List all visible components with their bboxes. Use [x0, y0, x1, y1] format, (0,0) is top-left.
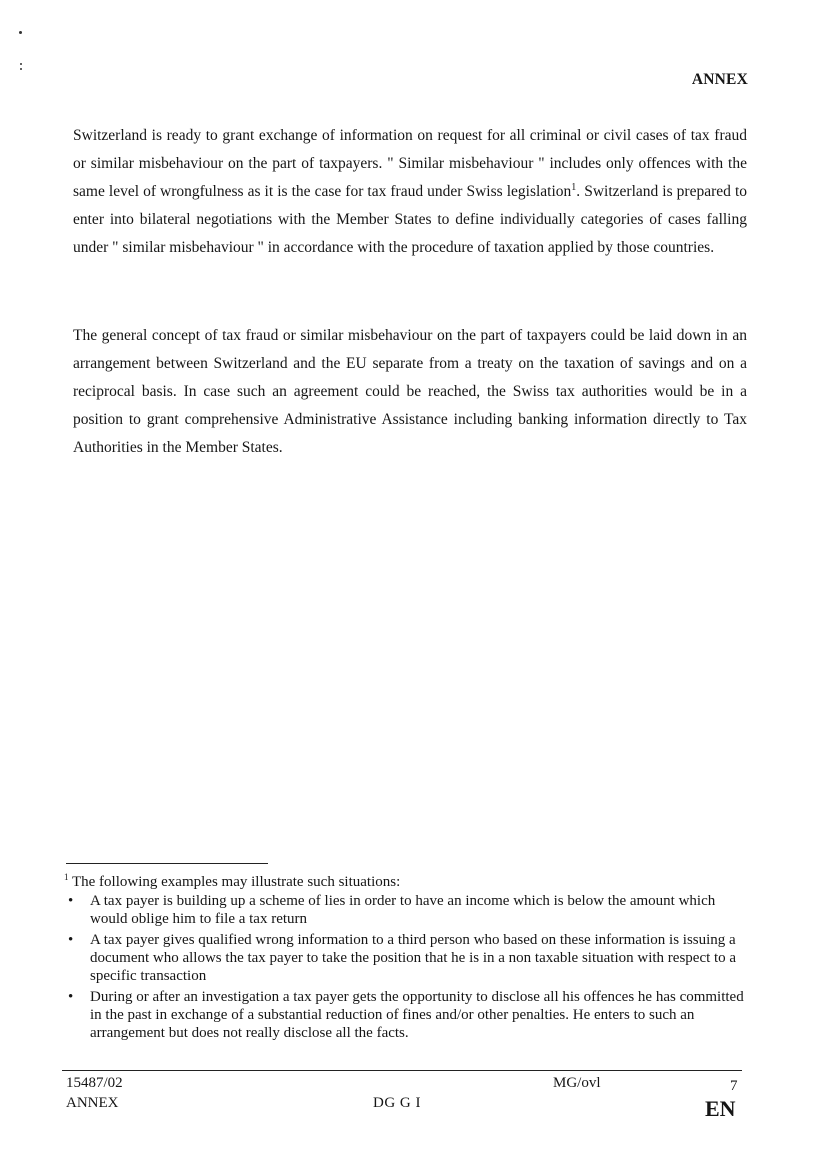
- page-number: 7: [730, 1078, 738, 1094]
- language-code: EN: [705, 1096, 736, 1121]
- paragraph-1-text-end: . Switzerland is prepared to enter into bilateral negotiations with the Member States to define individually categories of cases falling under " similar misbehaviour " in accordance with the procedure of taxation applied by those countries.: [73, 183, 747, 256]
- footnote-example-list: [58, 892, 748, 1042]
- bullet-icon: •: [68, 932, 74, 948]
- page-header-annex: ANNEX: [691, 71, 748, 88]
- footnote-separator: [66, 863, 268, 864]
- footnote-example-text: During or after an investigation a tax payer gets the opportunity to disclose all his offences he has committed in the past in exchange of a substantial reduction of fines and/or other penalties. He enters to such an arrangement but does not really disclose all the facts.: [90, 989, 744, 1041]
- footnote-example-text: A tax payer is building up a scheme of lies in order to have an income which is below the amount which would oblige him to file a tax return: [90, 893, 716, 927]
- document-number: 15487/02: [66, 1075, 123, 1091]
- footnote-intro-text: The following examples may illustrate such situations:: [71, 874, 401, 890]
- footnote: [58, 873, 748, 1045]
- scan-speck: [19, 31, 22, 34]
- footnote-intro: [64, 873, 748, 891]
- list-item: [58, 988, 748, 1042]
- scan-speck: [20, 63, 22, 65]
- footer-annex-label: ANNEX: [66, 1095, 119, 1111]
- footnote-reference[interactable]: 1: [571, 181, 577, 193]
- paragraph-1-text-start: Switzerland is ready to grant exchange of information on request for all criminal or civil cases of tax fraud or similar misbehaviour on the part of taxpayers. " Similar misbehaviour " includes only offences with the same level of wrongfulness as it is the case for tax fraud under Swiss legislation: [73, 127, 747, 200]
- bullet-icon: •: [68, 893, 74, 909]
- author-initials: MG/ovl: [553, 1075, 601, 1091]
- body-paragraph-1: [73, 122, 747, 262]
- directorate-code: DG G I: [373, 1095, 421, 1111]
- list-item: [58, 931, 748, 985]
- footnote-example-text: A tax payer gives qualified wrong information to a third person who based on these information is issuing a document who allows the tax payer to take the position that he is in a non taxable situation with respect to a specific transaction: [90, 932, 737, 984]
- footnote-marker: 1: [64, 872, 69, 882]
- body-paragraph-2: The general concept of tax fraud or similar misbehaviour on the part of taxpayers could be laid down in an arrangement between Switzerland and the EU separate from a treaty on the taxation of savings and on a reciprocal basis. In case such an agreement could be reached, the Swiss tax authorities would be in a position to grant comprehensive Administrative Assistance including banking information directly to Tax Authorities in the Member States.: [73, 327, 747, 456]
- list-item: [58, 892, 748, 928]
- bullet-icon: •: [68, 989, 74, 1005]
- footer-separator: [62, 1070, 742, 1071]
- scan-speck: [20, 68, 22, 70]
